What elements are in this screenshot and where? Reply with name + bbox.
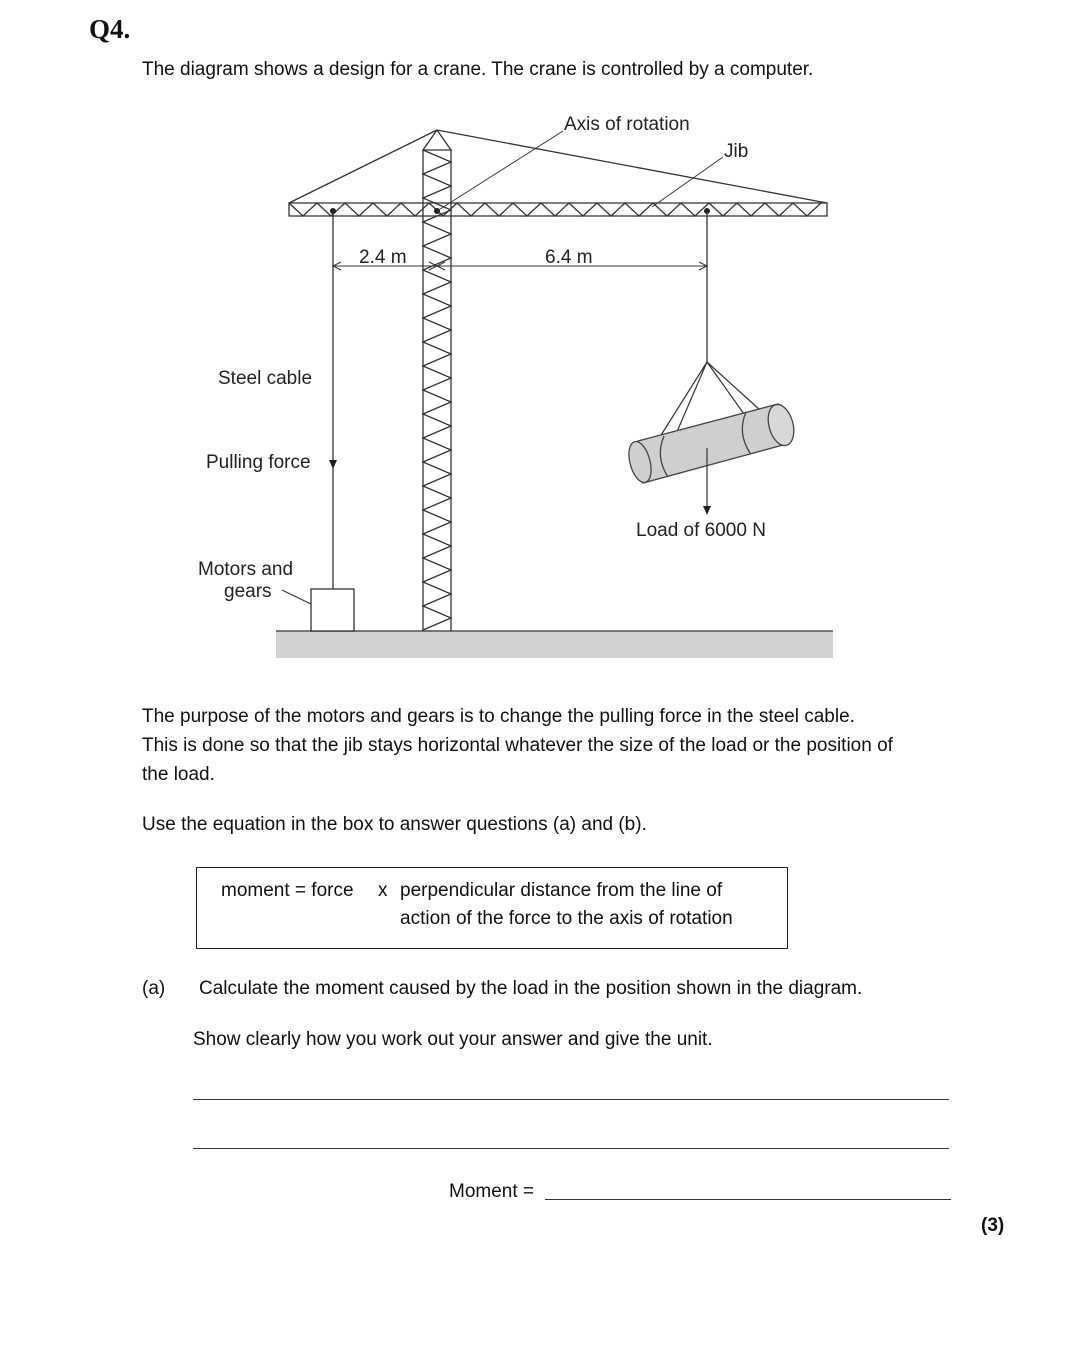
question-number: Q4. [89,14,131,44]
moment-label: Moment = [449,1181,535,1202]
gears-label: gears [224,581,272,602]
working-line-2[interactable] [193,1148,949,1149]
moment-answer-line[interactable] [545,1199,951,1200]
load-pipe [625,402,798,485]
load-force-arrow [703,506,711,515]
right-distance-label: 6.4 m [545,247,593,268]
question-intro: The diagram shows a design for a crane. The crane is controlled by a computer. [142,59,814,80]
ground [276,631,833,658]
marks-indicator: (3) [981,1215,1005,1236]
part-a-question: Calculate the moment caused by the load in the position shown in the diagram. [199,978,863,999]
motors-box [311,589,354,631]
axis-leader-line [437,131,563,211]
motors-and-label: Motors and [198,559,294,580]
equation-rhs-line-2: action of the force to the axis of rotation [400,908,733,929]
purpose-line-1: The purpose of the motors and gears is to change the pulling force in the steel cable. [142,706,855,727]
equation-box [196,867,788,949]
part-a-instruction: Show clearly how you work out your answer and give the unit. [193,1029,713,1050]
motors-leader-line [282,590,311,604]
part-a-label: (a) [142,978,166,999]
equation-times: x [378,880,388,901]
steel-cable-label: Steel cable [218,368,313,389]
left-distance-label: 2.4 m [359,247,407,268]
use-equation-text: Use the equation in the box to answer questions (a) and (b). [142,814,647,835]
axis-of-rotation-label: Axis of rotation [564,114,690,135]
working-line-1[interactable] [193,1099,949,1100]
jib [289,203,827,216]
equation-lhs: moment = force [221,880,354,901]
purpose-line-2: This is done so that the jib stays horizontal whatever the size of the load or the position of [142,735,893,756]
pulling-force-arrow [329,460,337,469]
equation-rhs-line-1: perpendicular distance from the line of [400,880,723,901]
purpose-line-3: the load. [142,764,215,785]
load-label: Load of 6000 N [636,520,766,541]
jib-label: Jib [724,141,749,162]
pulling-force-label: Pulling force [206,452,311,473]
